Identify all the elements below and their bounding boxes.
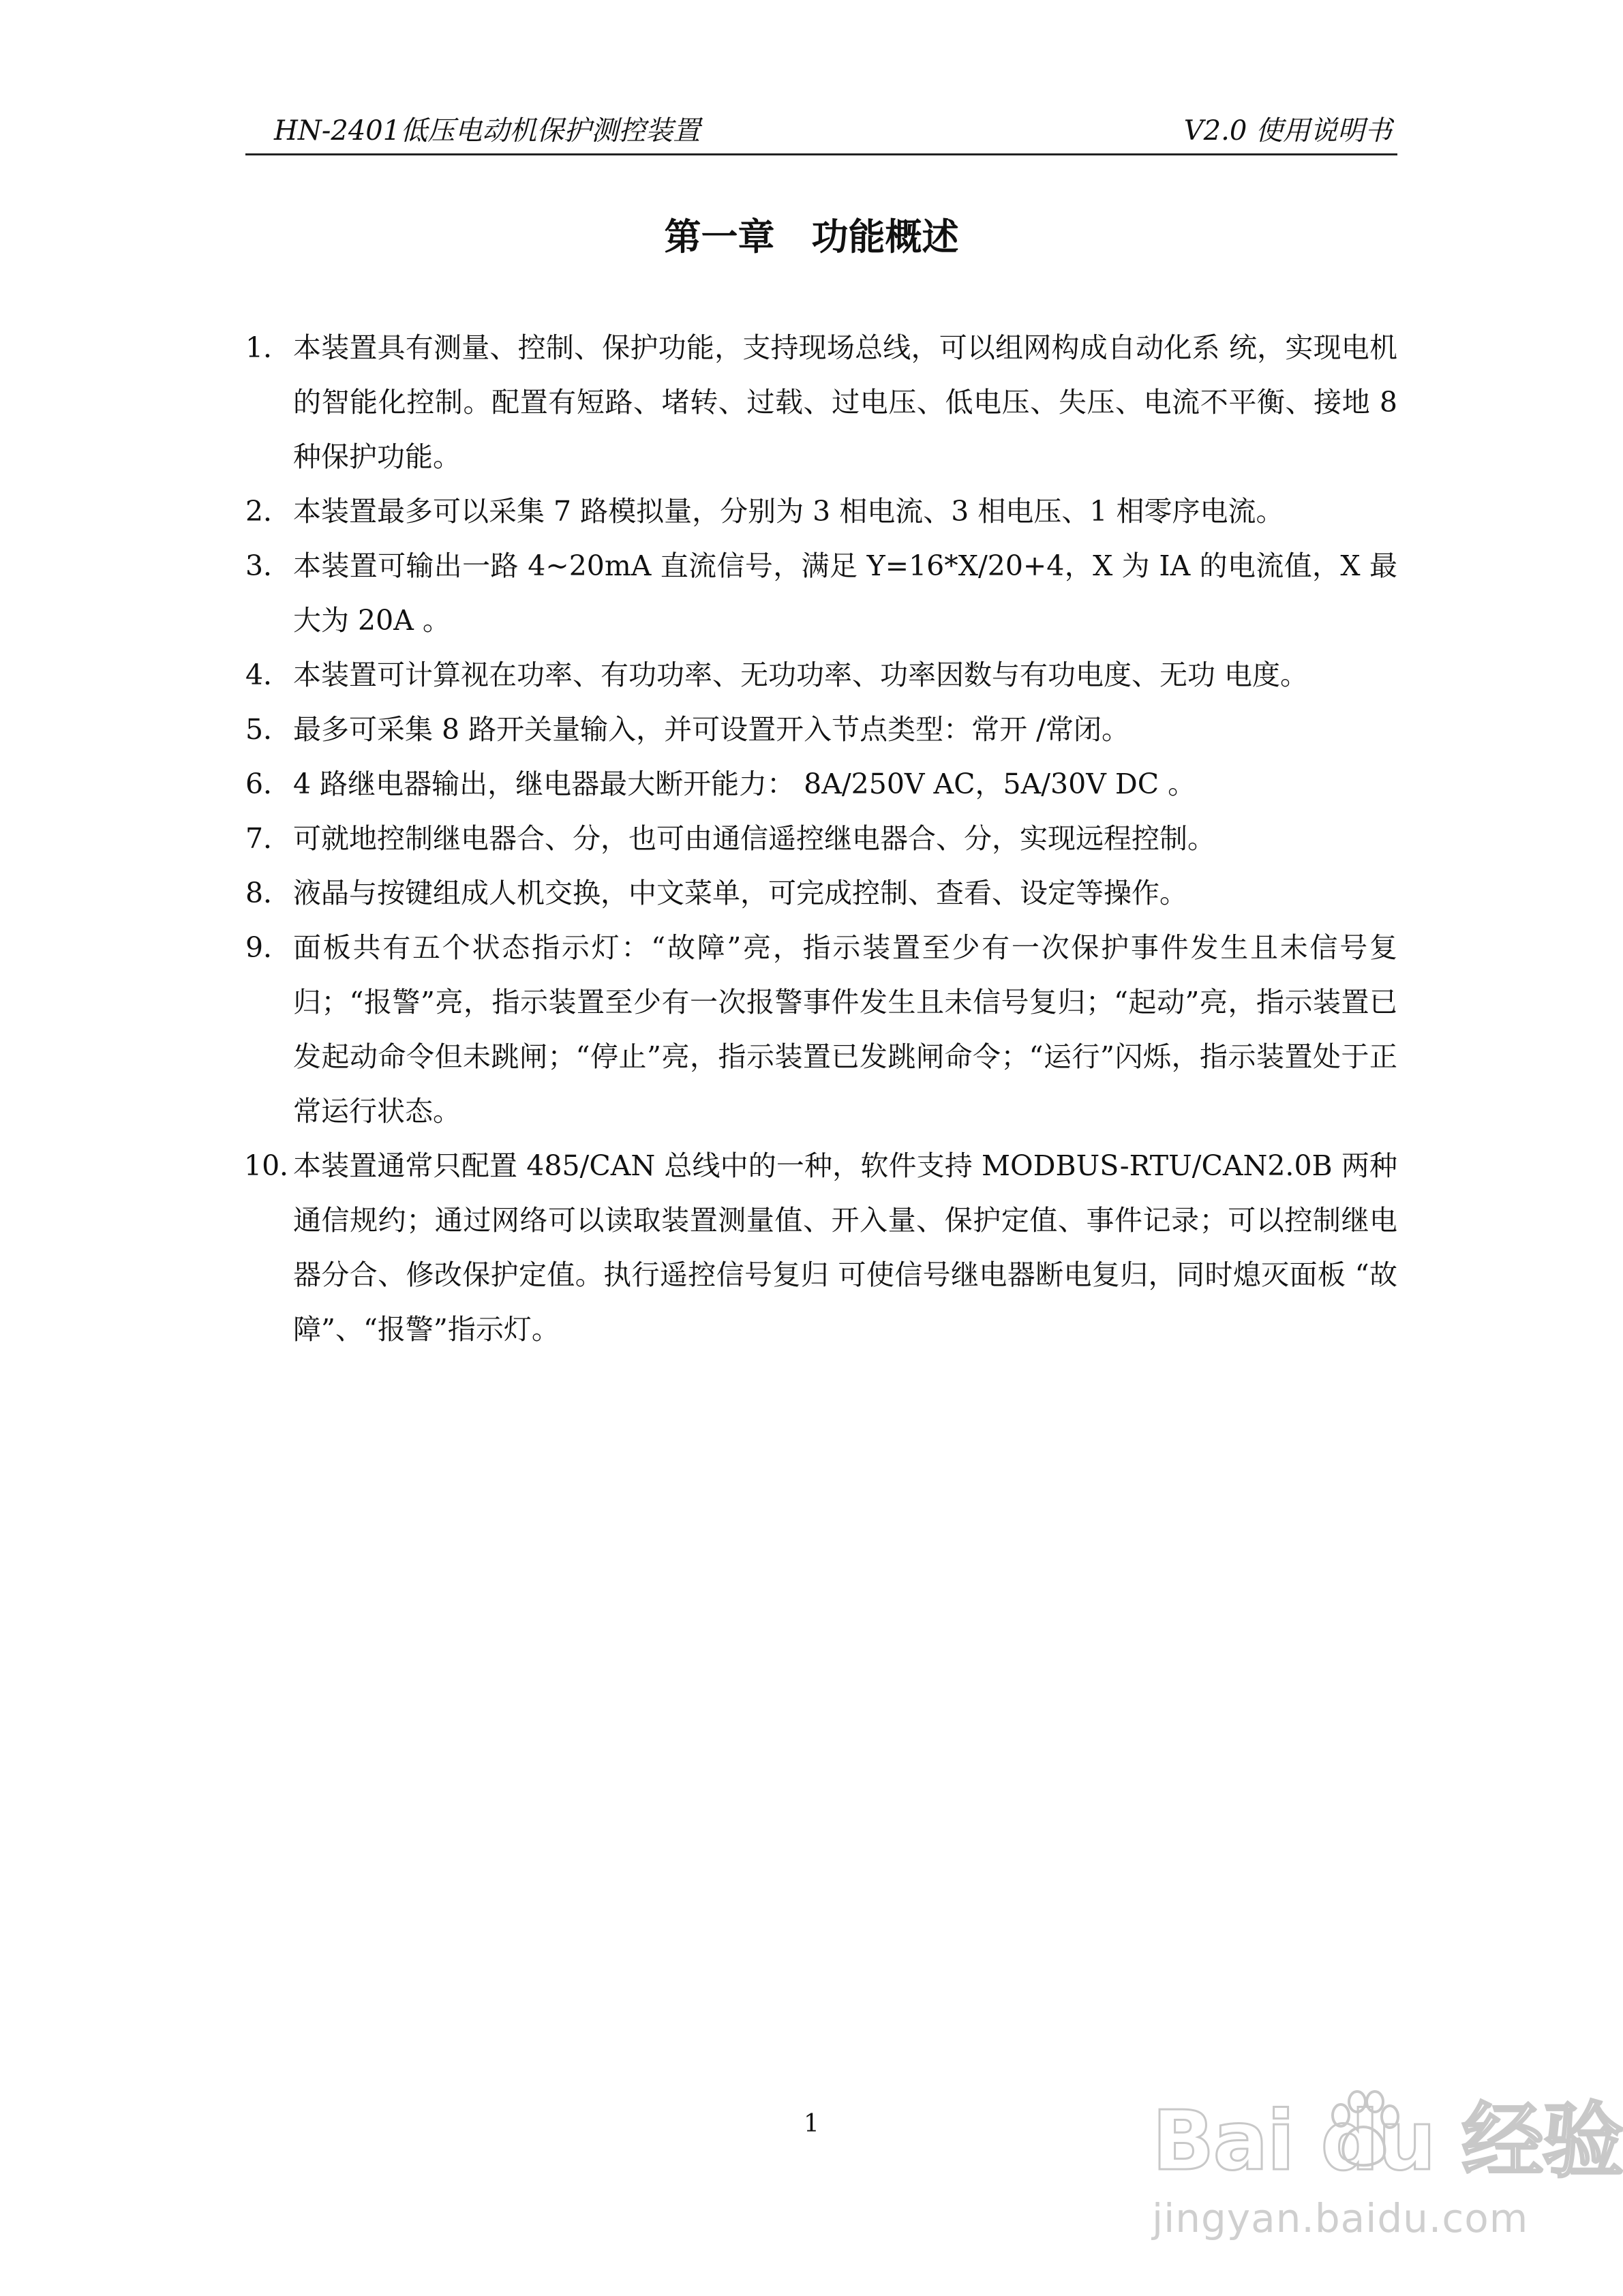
page-number: 1 xyxy=(804,2110,819,2138)
watermark-url: jingyan.baidu.com xyxy=(1152,2195,1529,2241)
list-item xyxy=(245,1138,1397,1357)
item-number: 9． xyxy=(245,931,292,964)
list-item xyxy=(245,320,1397,484)
list-item xyxy=(245,920,1397,1138)
item-text: 4 路继电器输出，继电器最大断开能力： 8A/250V AC，5A/30V DC 。 xyxy=(293,768,1196,800)
baidu-paw-icon xyxy=(1326,2089,1401,2171)
item-number: 7． xyxy=(245,822,292,855)
item-text: 液晶与按键组成人机交换，中文菜单，可完成控制、查看、设定等操作。 xyxy=(293,877,1187,909)
item-number: 4． xyxy=(245,659,292,691)
header-manual-version: V2.0 使用说明书 xyxy=(1183,115,1392,147)
item-number: 1． xyxy=(245,331,292,364)
item-text: 最多可采集 8 路开关量输入，并可设置开入节点类型：常开 /常闭。 xyxy=(293,713,1129,746)
item-text: 本装置具有测量、控制、保护功能，支持现场总线，可以组网构成自动化系 统，实现电机的智能化控制。配置有短路、堵转、过载、过电压、低电压、失压、电流不平衡、接地 8 种保护功能。 xyxy=(293,331,1397,473)
item-text: 本装置通常只配置 485/CAN 总线中的一种，软件支持 MODBUS-RTU/CAN2.0B 两种通信规约；通过网络可以读取装置测量值、开入量、保护定值、事件记录；可以控制继电器分合、修改保护定值。执行遥控信号复归 可使信号继电器断电复归，同时熄灭面板 “故障”、“报警”指示灯。 xyxy=(293,1149,1397,1346)
list-item xyxy=(245,811,1397,866)
header-document-name: HN-2401低压电动机保护测控装置 xyxy=(274,115,701,147)
item-number: 8． xyxy=(245,877,292,909)
watermark-logo-text: Bai du 经验 xyxy=(1152,2094,1623,2189)
item-number: 6． xyxy=(245,768,292,800)
item-number: 2． xyxy=(245,495,292,528)
list-item xyxy=(245,539,1397,648)
item-text: 面板共有五个状态指示灯：“故障”亮，指示装置至少有一次保护事件发生且未信号复归；“报警”亮，指示装置至少有一次报警事件发生且未信号复归；“起动”亮，指示装置已发起动命令但未跳闸；“停止”亮，指示装置已发跳闸命令；“运行”闪烁，指示装置处于正常运行状态。 xyxy=(293,931,1397,1128)
feature-list xyxy=(245,320,1397,1357)
item-text: 本装置最多可以采集 7 路模拟量，分别为 3 相电流、3 相电压、1 相零序电流。 xyxy=(293,495,1284,528)
baidu-jingyan-watermark xyxy=(1152,2076,1623,2253)
page-header xyxy=(245,112,1397,155)
item-number: 3． xyxy=(245,549,292,582)
chapter-title: 第一章 功能概述 xyxy=(664,215,959,258)
item-text: 本装置可计算视在功率、有功功率、无功功率、功率因数与有功电度、无功 电度。 xyxy=(293,659,1309,691)
item-text: 可就地控制继电器合、分，也可由通信遥控继电器合、分，实现远程控制。 xyxy=(293,822,1215,855)
list-item xyxy=(245,484,1397,539)
item-text: 本装置可输出一路 4~20mA 直流信号，满足 Y=16*X/20+4，X 为 IA 的电流值，X 最大为 20A 。 xyxy=(293,549,1397,637)
list-item xyxy=(245,648,1397,702)
list-item xyxy=(245,702,1397,757)
item-number: 10． xyxy=(244,1149,308,1182)
list-item xyxy=(245,757,1397,811)
list-item xyxy=(245,866,1397,920)
item-number: 5． xyxy=(245,713,292,746)
